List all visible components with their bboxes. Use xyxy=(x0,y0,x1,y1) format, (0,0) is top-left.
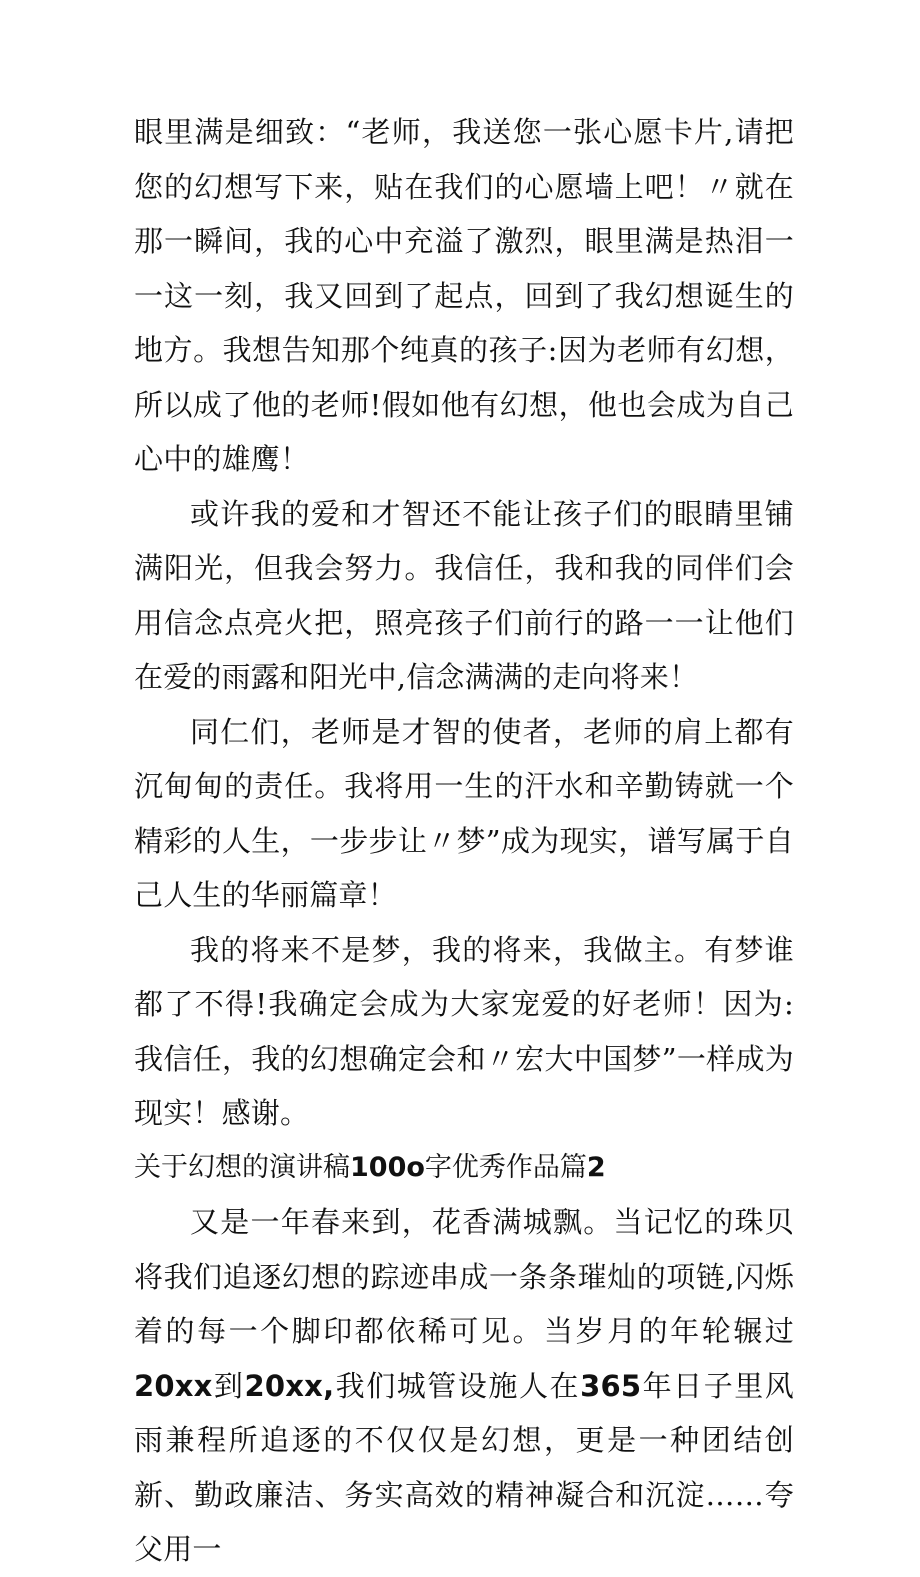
paragraph-5-year-1: 20xx xyxy=(134,1368,213,1403)
paragraph-5-days: 365 xyxy=(580,1368,642,1403)
paragraph-5-part-2: 我们城管设施人在 xyxy=(334,1368,581,1403)
paragraph-5-part-3: 年日子里风雨兼程所追逐的不仅仅是幻想，更是一种团结创新、勤政廉洁、务实高效的精神凝合和沉淀……夸父用一 xyxy=(134,1368,795,1566)
heading-number: 100o xyxy=(350,1151,425,1183)
paragraph-5-part-1: 又是一年春来到，花香满城飘。当记忆的珠贝将我们追逐幻想的踪迹串成一条条璀灿的项链,闪烁着的每一个脚印都依稀可见。当岁月的年轮辗过 xyxy=(134,1205,794,1348)
paragraph-5 xyxy=(134,1195,794,1577)
heading-index: 2 xyxy=(586,1151,606,1183)
paragraph-5-mid: 到 xyxy=(212,1368,245,1403)
paragraph-1: 眼里满是细致：“老师，我送您一张心愿卡片,请把您的幻想写下来，贴在我们的心愿墙上吧！〃就在那一瞬间，我的心中充溢了激烈，眼里满是热泪一一这一刻，我又回到了起点，回到了我幻想诞生的地方。我想告知那个纯真的孩子:因为老师有幻想，所以成了他的老师!假如他有幻想，他也会成为自己心中的雄鹰！ xyxy=(134,115,794,476)
section-heading xyxy=(134,1141,794,1196)
paragraph-3: 同仁们，老师是才智的使者，老师的肩上都有沉甸甸的责任。我将用一生的汗水和辛勤铸就一个精彩的人生，一步步让〃梦”成为现实，谱写属于自己人生的华丽篇章！ xyxy=(134,714,794,912)
paragraph-5-year-2: 20xx, xyxy=(244,1368,335,1403)
paragraph-4: 我的将来不是梦，我的将来，我做主。有梦谁都了不得!我确定会成为大家宠爱的好老师！因为:我信任，我的幻想确定会和〃宏大中国梦”一样成为现实！感谢。 xyxy=(134,932,794,1130)
paragraph-2: 或许我的爱和才智还不能让孩子们的眼睛里铺满阳光，但我会努力。我信任，我和我的同伴们会用信念点亮火把，照亮孩子们前行的路一一让他们在爱的雨露和阳光中,信念满满的走向将来！ xyxy=(134,496,794,694)
heading-text-after: 字优秀作品篇 xyxy=(424,1151,587,1183)
document-body xyxy=(134,105,794,1577)
heading-text-before: 关于幻想的演讲稿 xyxy=(134,1151,350,1183)
